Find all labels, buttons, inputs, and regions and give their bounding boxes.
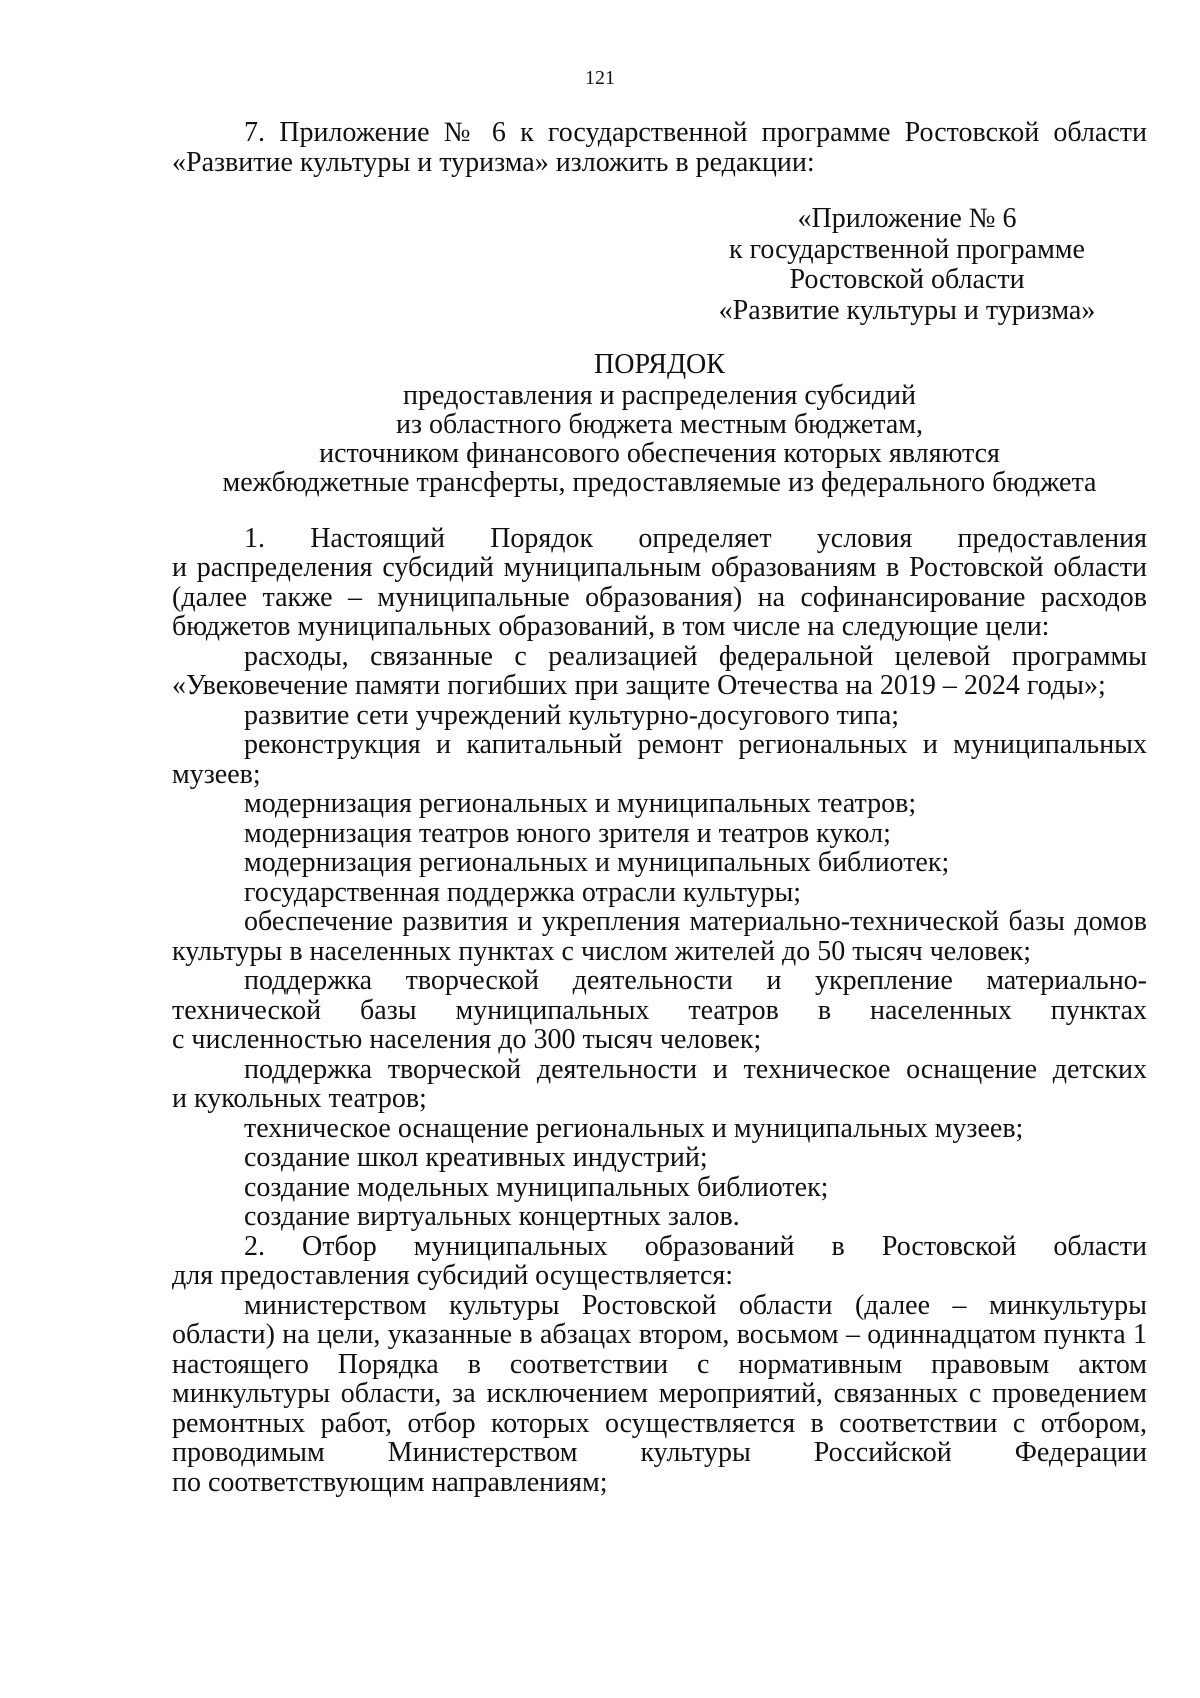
document-title: ПОРЯДОК [594, 349, 725, 380]
body-line: музеев; [172, 758, 261, 790]
body-line: создание виртуальных концертных залов. [244, 1201, 740, 1232]
body-line: создание школ креативных индустрий; [244, 1142, 708, 1173]
body-line: 1. Настоящий Порядок определяет условия предоставления [244, 522, 1147, 554]
body-line: государственная поддержка отрасли культуры; [244, 876, 802, 908]
body-line: модернизация театров юного зрителя и театров кукол; [244, 817, 891, 849]
body-line: области) на цели, указанные в абзацах втором, восьмом – одиннадцатом пункта 1 [172, 1319, 1147, 1350]
body-line: техническое оснащение региональных и муниципальных музеев; [244, 1112, 1024, 1144]
intro-line: «Развитие культуры и туризма» изложить в редакции: [172, 146, 815, 178]
body-line: создание модельных муниципальных библиотек; [244, 1171, 829, 1203]
body-line: поддержка творческой деятельности и укрепление материально- [244, 965, 1147, 996]
body-line: развитие сети учреждений культурно-досугового типа; [244, 699, 900, 731]
body-line: минкультуры области, за исключением мероприятий, связанных с проведением [172, 1378, 1147, 1409]
body-line: технической базы муниципальных театров в населенных пунктах [172, 994, 1147, 1026]
subtitle-line: из областного бюджета местным бюджетам, [396, 408, 923, 440]
page-number: 121 [585, 67, 615, 89]
appendix-line: «Приложение № 6 [797, 203, 1017, 234]
subtitle-line: предоставления и распределения субсидий [403, 379, 916, 411]
body-line: настоящего Порядка в соответствии с нормативным правовым актом [172, 1348, 1147, 1380]
appendix-block [692, 204, 1122, 326]
body-line: для предоставления субсидий осуществляется: [172, 1260, 734, 1291]
title-block [172, 350, 1147, 497]
body-line: «Увековечение памяти погибших при защите Отечества на 2019 – 2024 годы»; [172, 670, 1106, 701]
body-line: модернизация региональных и муниципальных библиотек; [244, 847, 950, 878]
intro-line: 7. Приложение № 6 к государственной программе Ростовской области [244, 117, 1147, 148]
body-line: и кукольных театров; [172, 1083, 427, 1114]
body-line: ремонтных работ, отбор которых осуществляется в соответствии с отбором, [172, 1407, 1147, 1439]
body-line: культуры в населенных пунктах с числом жителей до 50 тысяч человек; [172, 935, 1032, 967]
body-line: министерством культуры Ростовской области (далее – минкультуры [244, 1289, 1147, 1321]
body-line: расходы, связанные с реализацией федеральной целевой программы [244, 640, 1147, 672]
subtitle-line: источником финансового обеспечения которых являются [319, 437, 1000, 469]
body-line: поддержка творческой деятельности и техническое оснащение детских [244, 1053, 1147, 1085]
body-paragraphs [172, 524, 1147, 1498]
document-body [172, 118, 1147, 1497]
body-line: модернизация региональных и муниципальных театров; [244, 788, 917, 819]
appendix-line: Ростовской области [789, 264, 1025, 295]
subtitle-line: межбюджетные трансферты, предоставляемые из федерального бюджета [222, 466, 1097, 498]
appendix-line: «Развитие культуры и туризма» [718, 294, 1096, 326]
body-line: по соответствующим направлениям; [172, 1466, 608, 1498]
body-line: (далее также – муниципальные образования) на софинансирование расходов [172, 581, 1147, 613]
body-line: обеспечение развития и укрепления материально-технической базы домов [244, 906, 1147, 937]
body-line: с численностью населения до 300 тысяч человек; [172, 1024, 762, 1055]
appendix-line: к государственной программе [729, 233, 1085, 265]
body-line: реконструкция и капитальный ремонт региональных и муниципальных [244, 729, 1147, 760]
body-line: 2. Отбор муниципальных образований в Ростовской области [244, 1230, 1147, 1262]
body-line: бюджетов муниципальных образований, в том числе на следующие цели: [172, 611, 1050, 642]
body-line: проводимым Министерством культуры Российской Федерации [172, 1437, 1147, 1468]
body-line: и распределения субсидий муниципальным образованиям в Ростовской области [172, 552, 1147, 583]
